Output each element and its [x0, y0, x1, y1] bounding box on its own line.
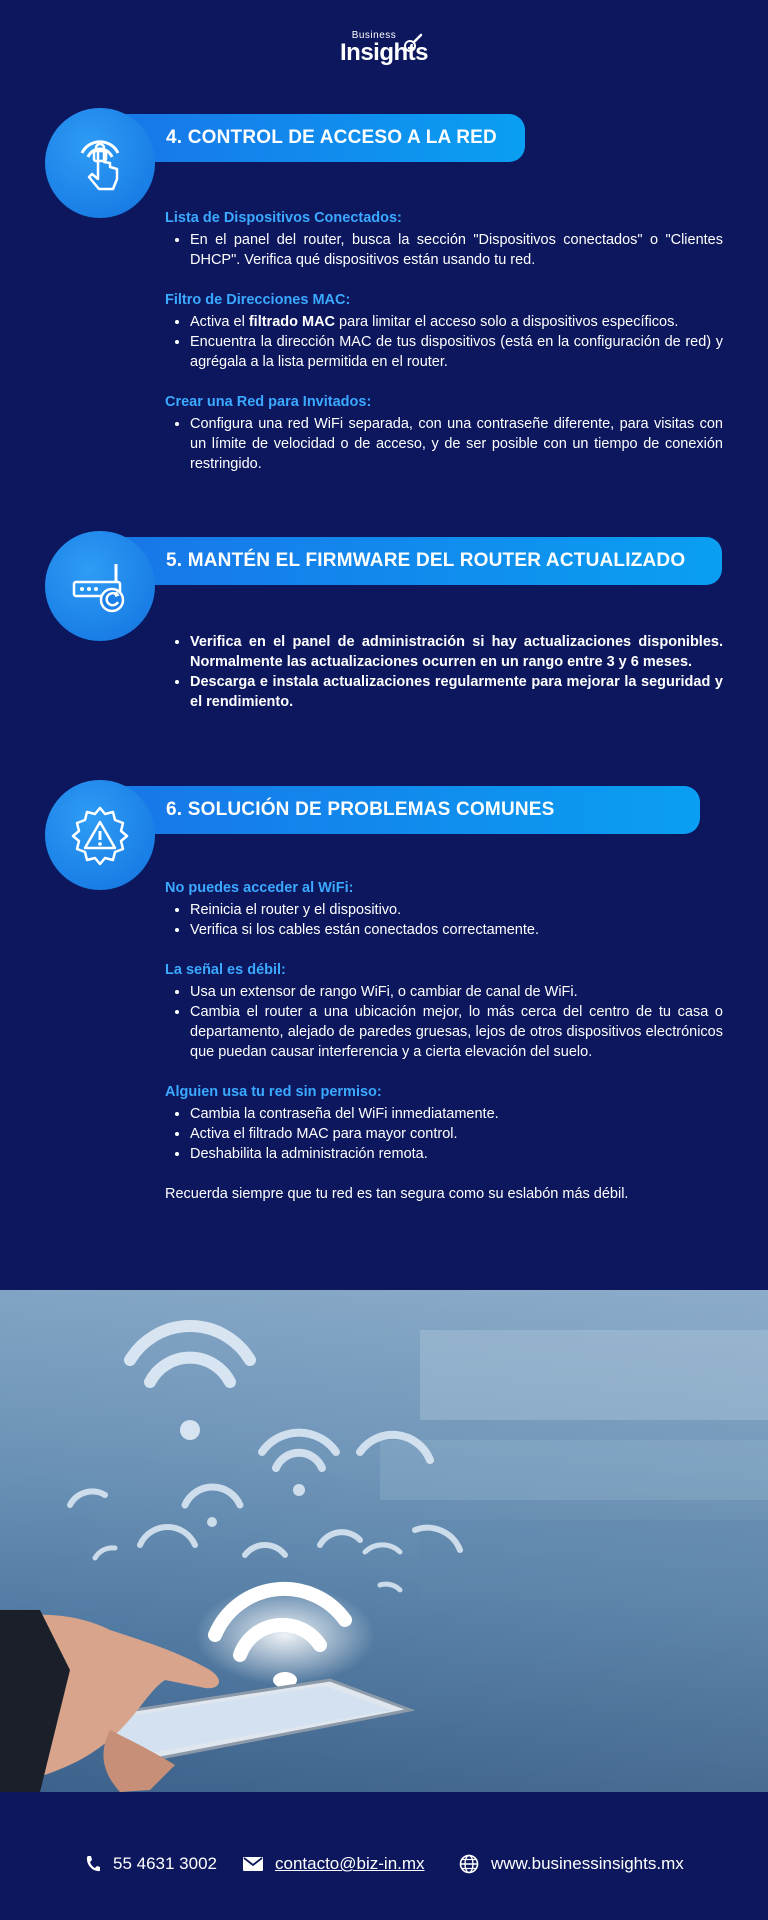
block-mac-filter — [165, 290, 723, 372]
section-4-banner — [120, 114, 525, 162]
section-5-title: 5. MANTÉN EL FIRMWARE DEL ROUTER ACTUALIZADO — [166, 550, 686, 571]
mac-bold: filtrado MAC — [248, 314, 336, 330]
list-item: • Encuentra la dirección MAC de tus dispositivos (está en la configuración de red) y agrégala a la lista permitida en el router. — [190, 332, 723, 372]
list-item: • Cambia el router a una ubicación mejor, lo más cerca del centro de tu casa o departamento, alejado de paredes gruesas, lejos de otros dispositivos electrónicos que puedan causar interferencia y a cierta elevación del suelo. — [190, 1002, 723, 1062]
list-item: • Configura una red WiFi separada, con una contraseñe diferente, para visitas con un límite de velocidad o de acceso, y de ser posible con un tiempo de conexión restringido. — [190, 414, 723, 474]
phone-icon — [85, 1855, 101, 1873]
footer-email[interactable] — [243, 1854, 425, 1874]
section-5-content — [165, 632, 723, 712]
section-6-icon-circle — [45, 780, 155, 890]
list-item: • Deshabilita la administración remota. — [190, 1144, 723, 1164]
block-heading: Alguien usa tu red sin permiso: — [165, 1084, 382, 1100]
section-5-icon-circle — [45, 531, 155, 641]
wifi-illustration — [0, 1290, 768, 1792]
list-item: • Usa un extensor de rango WiFi, o cambiar de canal de WiFi. — [190, 982, 723, 1002]
list-item: • Activa el filtrado MAC para mayor control. — [190, 1124, 723, 1144]
wifi-tablet-photo — [0, 1290, 768, 1792]
bullet-list — [165, 414, 723, 474]
section-5-banner — [120, 537, 722, 585]
bullet-list — [165, 900, 723, 940]
globe-icon — [459, 1854, 479, 1874]
brand-small-text: Business — [351, 30, 397, 41]
block-guest-network — [165, 392, 723, 474]
bullet-list — [165, 982, 723, 1062]
brand-big-text: Insights — [339, 39, 428, 66]
bullet-list — [165, 230, 723, 270]
list-item: • Verifica en el panel de administración si hay actualizaciones disponibles. Normalmente las actualizaciones ocurren en un rango entre 3 y 6 meses. — [190, 632, 723, 672]
bullet-list — [165, 632, 723, 712]
block-heading: Filtro de Direcciones MAC: — [165, 292, 351, 308]
block-heading: Crear una Red para Invitados: — [165, 394, 372, 410]
envelope-icon — [243, 1857, 263, 1871]
list-item: • Reinicia el router y el dispositivo. — [190, 900, 723, 920]
list-item: • En el panel del router, busca la sección "Dispositivos conectados" o "Clientes DHCP". Verifica qué dispositivos están usando tu red. — [190, 230, 723, 270]
list-item: • Verifica si los cables están conectados correctamente. — [190, 920, 723, 940]
section-6-banner — [120, 786, 700, 834]
email-link[interactable]: contacto@biz-in.mx — [275, 1854, 425, 1873]
phone-number: 55 4631 3002 — [113, 1854, 217, 1873]
section-4-title: 4. CONTROL DE ACCESO A LA RED — [166, 127, 497, 148]
router-update-icon — [68, 554, 132, 618]
footer — [0, 1792, 768, 1920]
block-weak-signal — [165, 960, 723, 1062]
list-item: • Cambia la contraseña del WiFi inmediatamente. — [190, 1104, 723, 1124]
closing-text: Recuerda siempre que tu red es tan segura como su eslabón más débil. — [165, 1186, 629, 1202]
section-4-content — [165, 208, 723, 494]
bullet-list — [165, 312, 723, 372]
section-4-icon-circle — [45, 108, 155, 218]
block-intruder — [165, 1082, 723, 1164]
footer-phone[interactable] — [85, 1854, 217, 1874]
touch-icon — [68, 131, 132, 195]
block-heading: No puedes acceder al WiFi: — [165, 880, 354, 896]
mac-text-after: para limitar el acceso solo a dispositivos específicos. — [335, 314, 679, 330]
bullet-list — [165, 1104, 723, 1164]
brand-logo — [0, 30, 768, 67]
block-heading: La señal es débil: — [165, 962, 286, 978]
website-link[interactable]: www.businessinsights.mx — [491, 1854, 684, 1873]
gear-warning-icon — [67, 802, 133, 868]
list-item — [190, 312, 723, 332]
section-6-title: 6. SOLUCIÓN DE PROBLEMAS COMUNES — [166, 799, 555, 820]
block-heading: Lista de Dispositivos Conectados: — [165, 210, 402, 226]
list-item: • Descarga e instala actualizaciones regularmente para mejorar la seguridad y el rendimiento. — [190, 672, 723, 712]
magnifier-icon — [402, 32, 424, 54]
mac-text-before: Activa el — [190, 314, 249, 330]
block-no-access — [165, 878, 723, 940]
footer-website[interactable] — [459, 1854, 684, 1874]
block-connected-devices — [165, 208, 723, 270]
section-6-content — [165, 878, 723, 1219]
